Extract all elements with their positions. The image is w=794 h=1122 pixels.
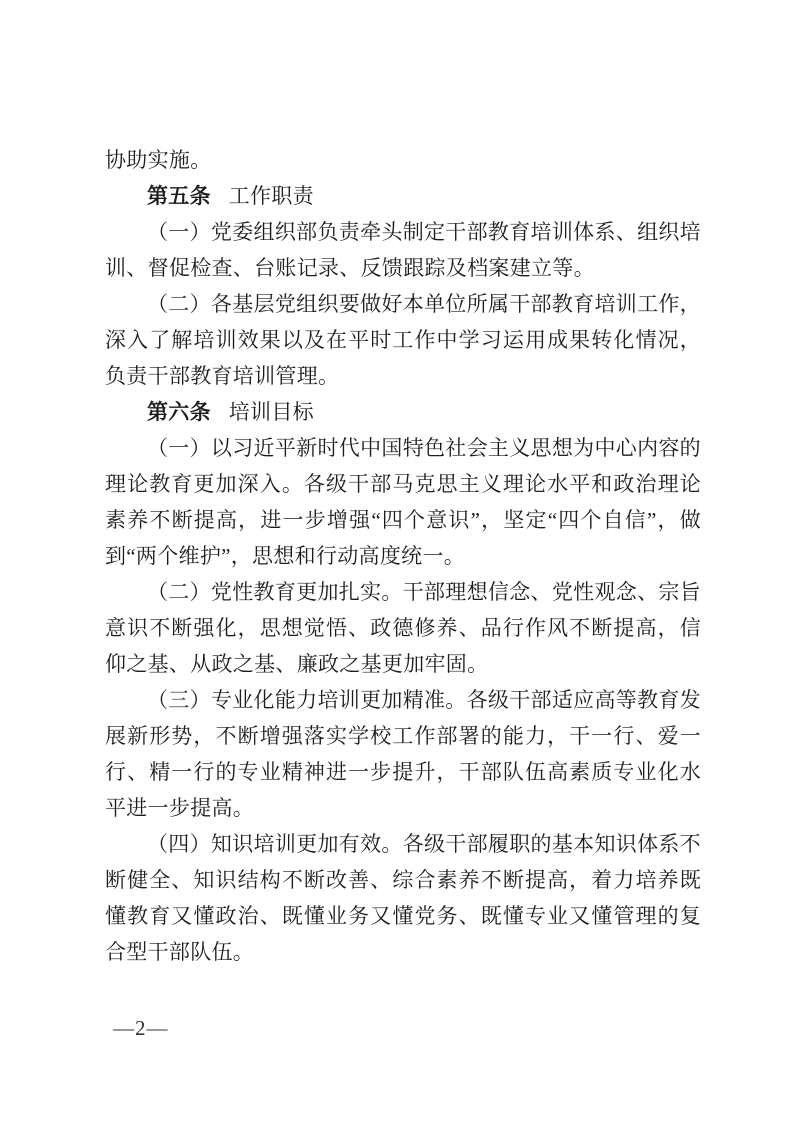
paragraph-goal-1: （一）以习近平新时代中国特色社会主义思想为中心内容的理论教育更加深入。各级干部马克思主义理论水平和政治理论素养不断提高，进一步增强“四个意识”，坚定“四个自信”，做到“两个维护”，思想和行动高度统一。 [105,436,701,568]
paragraph-goal-4: （四）知识培训更加有效。各级干部履职的基本知识体系不断健全、知识结构不断改善、综合素养不断提高，着力培养既懂教育又懂政治、既懂业务又懂党务、既懂专业又懂管理的复合型干部队伍。 [105,832,701,964]
article-number: 第六条 [147,400,211,424]
paragraph-item-1: （一）党委组织部负责牵头制定干部教育培训体系、组织培训、督促检查、台账记录、反馈跟踪及档案建立等。 [105,220,701,280]
article-title: 工作职责 [228,184,314,208]
paragraph-goal-2: （二）党性教育更加扎实。干部理想信念、党性观念、宗旨意识不断强化，思想觉悟、政德修养、品行作风不断提高，信仰之基、从政之基、廉政之基更加牢固。 [105,580,701,676]
paragraph-goal-3: （三）专业化能力培训更加精准。各级干部适应高等教育发展新形势，不断增强落实学校工作部署的能力，干一行、爱一行、精一行的专业精神进一步提升，干部队伍高素质专业化水平进一步提高。 [105,688,701,820]
article-heading-5 [105,178,701,214]
page-number: —2— [113,1016,169,1040]
article-number: 第五条 [147,184,211,208]
paragraph-item-2: （二）各基层党组织要做好本单位所属干部教育培训工作，深入了解培训效果以及在平时工作中学习运用成果转化情况，负责干部教育培训管理。 [105,292,701,388]
article-heading-6 [105,394,701,430]
article-title: 培训目标 [228,400,314,424]
paragraph-continuation: 协助实施。 [105,148,212,172]
document-body [105,142,701,970]
